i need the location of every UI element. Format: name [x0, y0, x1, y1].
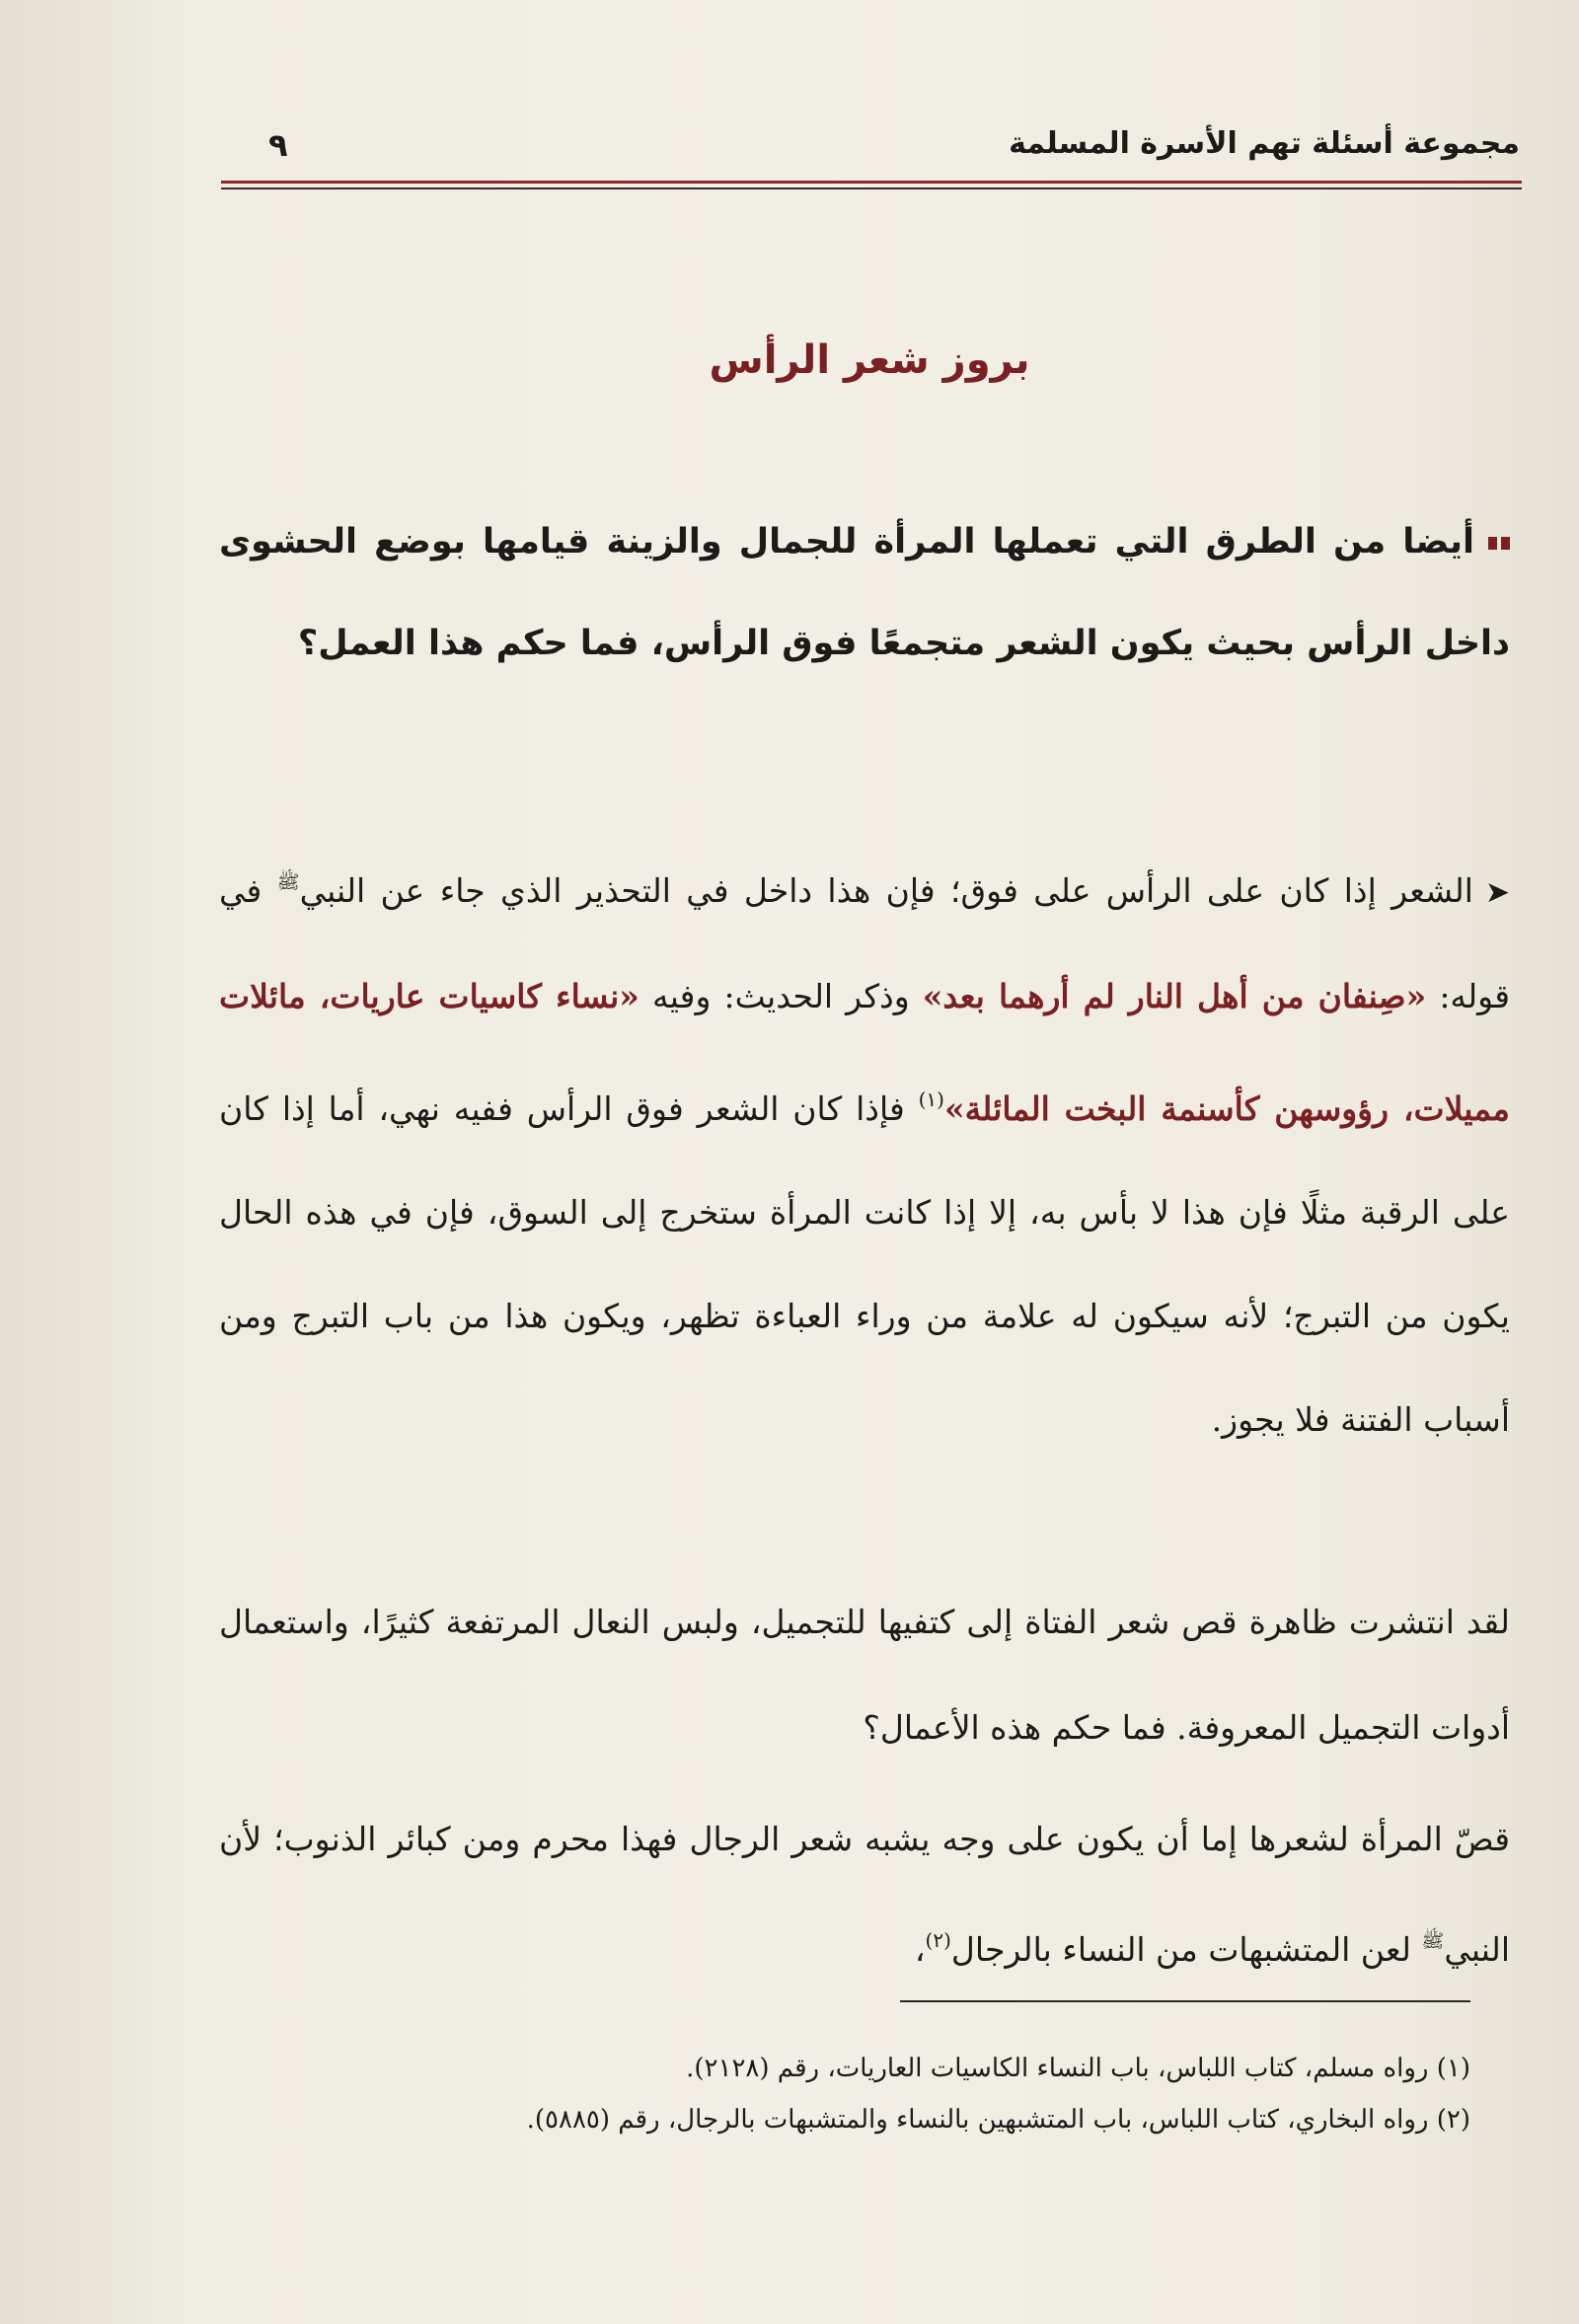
question-marker-icon [1501, 537, 1510, 550]
footnotes [219, 2043, 1470, 2145]
answer-text: قصّ المرأة لشعرها إما أن يكون على وجه يشبه شعر الرجال فهذا محرم ومن كبائر الذنوب؛ لأن النبي [219, 1820, 1510, 1969]
answer-paragraph-1 [219, 831, 1510, 1471]
header-rule-red [221, 181, 1522, 184]
section-title: بروز شعر الرأس [709, 337, 1030, 383]
header-rule-dark [221, 187, 1522, 189]
question-text: لقد انتشرت ظاهرة قص شعر الفتاة إلى كتفيها للتجميل، ولبس النعال المرتفعة كثيرًا، واستعمال أدوات التجميل المعروفة. فما حكم هذه الأعمال؟ [219, 1603, 1510, 1747]
page-number: ٩ [268, 126, 288, 164]
footnote-ref: (٢) [925, 1928, 951, 1952]
question-text: أيضا من الطرق التي تعملها المرأة للجمال والزينة قيامها بوضع الحشوى داخل الرأس بحيث يكون الشعر متجمعًا فوق الرأس، فما حكم هذا العمل؟ [219, 522, 1510, 663]
hadith-quote: «نساء كاسيات عاريات، مائلات مميلات، رؤوسهن كأسنمة البخت المائلة» [219, 977, 1510, 1128]
salawat-symbol: ﷺ [1421, 1930, 1445, 1952]
answer-text: ، [914, 1930, 926, 1969]
footnote-ref: (١) [918, 1087, 944, 1111]
hadith-quote: «صِنفان من أهل النار لم أرهما بعد» [922, 977, 1427, 1015]
running-title: مجموعة أسئلة تهم الأسرة المسلمة [1009, 126, 1520, 161]
question-paragraph-2 [219, 1569, 1510, 1780]
footnote-separator [900, 2000, 1470, 2002]
footnote-1: (١) رواه مسلم، كتاب اللباس، باب النساء الكاسيات العاريات، رقم (٢١٢٨). [686, 2054, 1470, 2083]
header-rule [221, 181, 1522, 190]
question-marker-icon [1488, 537, 1497, 550]
arrowhead-icon: ➤ [1484, 875, 1511, 910]
answer-text: الشعر إذا كان على الرأس على فوق؛ فإن هذا داخل في التحذير الذي جاء عن النبي [299, 871, 1473, 910]
answer-text: لعن المتشبهات من النساء بالرجال [950, 1930, 1411, 1969]
footnote-2: (٢) رواه البخاري، كتاب اللباس، باب المتشبهين بالنساء والمتشبهات بالرجال، رقم (٥٨٨٥). [526, 2105, 1470, 2135]
question-paragraph-1 [219, 491, 1510, 695]
answer-paragraph-2 [219, 1788, 1510, 2000]
answer-text: وذكر الحديث: وفيه [652, 977, 910, 1015]
salawat-symbol: ﷺ [276, 871, 300, 893]
answer-text: فإذا كان الشعر فوق الرأس ففيه نهي، أما إذا كان على الرقبة مثلًا فإن هذا لا بأس به، إلا إذا كانت المرأة ستخرج إلى السوق، فإن في هذه الحال يكون من التبرج؛ لأنه سيكون له علامة من وراء العباءة تظهر، ويكون هذا من باب التبرج ومن أسباب الفتنة فلا يجوز. [219, 1089, 1510, 1439]
page-header [219, 126, 1520, 166]
answer-text: في قوله: [219, 871, 1511, 1015]
